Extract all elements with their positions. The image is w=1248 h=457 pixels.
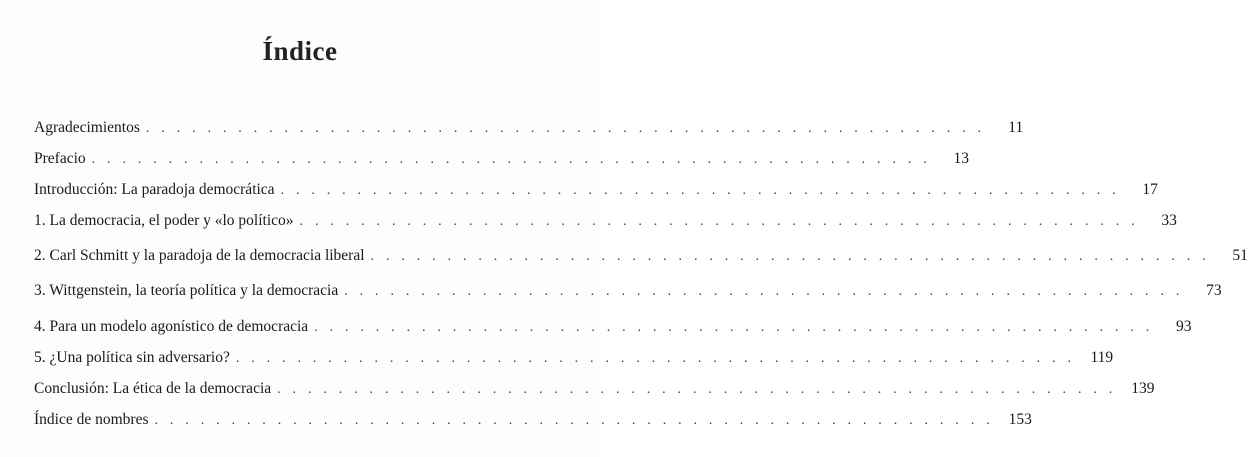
dot-leader: . . . . . . . . . . . . . . . . . . . . . . . . . . . . . . . . . . . . . . . . . . . . . . . . . . . . . . . [145, 121, 986, 136]
toc-page-number: 51 [1232, 247, 1248, 264]
toc-entry [34, 312, 1192, 342]
toc-entry-label: 5. ¿Una política sin adversario? [34, 349, 230, 366]
dot-leader: . . . . . . . . . . . . . . . . . . . . . . . . . . . . . . . . . . . . . . . . . . . . . . . . . . . . . . . [235, 351, 1076, 366]
toc-page-number: 93 [1175, 318, 1192, 335]
toc-page-number: 73 [1206, 282, 1222, 299]
toc-page-number: 17 [1142, 181, 1158, 198]
toc-entry-label: 1. La democracia, el poder y «lo político» [34, 212, 294, 229]
dot-leader: . . . . . . . . . . . . . . . . . . . . . . . . . . . . . . . . . . . . . . . . . . . . . . . . . . . . . . . [314, 320, 1154, 335]
dot-leader: . . . . . . . . . . . . . . . . . . . . . . . . . . . . . . . . . . . . . . . . . . . . . . . . . . . . . . . [280, 183, 1120, 198]
toc-entry-label: Prefacio [34, 150, 86, 167]
toc-entry-label: 3. Wittgenstein, la teoría política y la democracia [34, 282, 339, 299]
toc-entry-label: Agradecimientos [34, 119, 140, 136]
toc-page-number: 119 [1090, 349, 1114, 366]
toc-entry [34, 241, 1248, 271]
toc-entry-label: 4. Para un modelo agonístico de democracia [34, 318, 309, 335]
toc-page-number: 153 [1008, 411, 1032, 428]
toc-page-number: 13 [953, 150, 969, 167]
toc-entry [34, 144, 969, 174]
toc-entry [34, 206, 1177, 236]
dot-leader: . . . . . . . . . . . . . . . . . . . . . . . . . . . . . . . . . . . . . . . . . . . . . . . . . . . . . . . [344, 284, 1184, 299]
toc-entry [34, 276, 1222, 306]
toc-entry-label: Introducción: La paradoja democrática [34, 181, 275, 198]
toc-entry [34, 175, 1158, 205]
toc-entry [34, 343, 1114, 373]
dot-leader: . . . . . . . . . . . . . . . . . . . . . . . . . . . . . . . . . . . . . . . . . . . . . . . . . . . . . . . [154, 413, 994, 428]
toc-page-number: 33 [1161, 212, 1177, 229]
dot-leader: . . . . . . . . . . . . . . . . . . . . . . . . . . . . . . . . . . . . . . . . . . . . . . . . . . . . . . . [91, 152, 931, 167]
dot-leader: . . . . . . . . . . . . . . . . . . . . . . . . . . . . . . . . . . . . . . . . . . . . . . . . . . . . . . . [277, 382, 1117, 397]
toc-entry-label: 2. Carl Schmitt y la paradoja de la democracia liberal [34, 247, 365, 264]
page-title: Índice [262, 36, 338, 66]
toc-entry-label: Índice de nombres [34, 411, 149, 428]
dot-leader: . . . . . . . . . . . . . . . . . . . . . . . . . . . . . . . . . . . . . . . . . . . . . . . . . . . . . . . [370, 249, 1210, 264]
toc-page-number: 11 [1008, 119, 1024, 136]
dot-leader: . . . . . . . . . . . . . . . . . . . . . . . . . . . . . . . . . . . . . . . . . . . . . . . . . . . . . . . [299, 214, 1139, 229]
toc-entry-label: Conclusión: La ética de la democracia [34, 380, 272, 397]
toc-entry [34, 405, 1032, 435]
toc-page-number: 139 [1131, 380, 1155, 397]
toc-entry [34, 113, 1024, 143]
toc-entry [34, 374, 1155, 404]
